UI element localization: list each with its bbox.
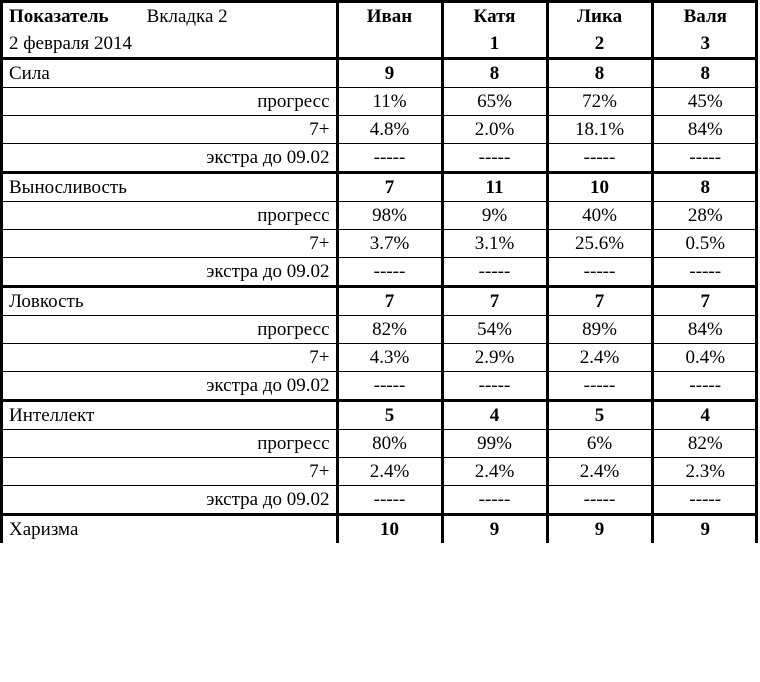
- cell-progress: 9%: [442, 202, 547, 230]
- table-row: [3, 486, 757, 515]
- cell-extra: -----: [652, 486, 757, 515]
- group-value: 9: [337, 59, 442, 88]
- cell-extra: -----: [337, 258, 442, 287]
- stats-table: [3, 3, 757, 543]
- group-value: 5: [547, 401, 652, 430]
- group-name: Ловкость: [3, 287, 337, 316]
- table-row: [3, 401, 757, 430]
- row-label-seven-plus: 7+: [3, 458, 337, 486]
- group-value: 8: [547, 59, 652, 88]
- cell-seven-plus: 2.4%: [547, 344, 652, 372]
- cell-seven-plus: 4.3%: [337, 344, 442, 372]
- cell-progress: 84%: [652, 316, 757, 344]
- group-value: 10: [337, 515, 442, 544]
- cell-progress: 89%: [547, 316, 652, 344]
- cell-progress: 82%: [337, 316, 442, 344]
- column-header-1: Иван: [337, 3, 442, 30]
- cell-progress: 99%: [442, 430, 547, 458]
- cell-progress: 28%: [652, 202, 757, 230]
- group-value: 4: [652, 401, 757, 430]
- group-value: 8: [652, 59, 757, 88]
- group-value: 8: [442, 59, 547, 88]
- table-row: [3, 144, 757, 173]
- cell-extra: -----: [547, 486, 652, 515]
- cell-seven-plus: 0.5%: [652, 230, 757, 258]
- table-row: [3, 258, 757, 287]
- cell-seven-plus: 2.4%: [442, 458, 547, 486]
- group-value: 9: [547, 515, 652, 544]
- cell-progress: 72%: [547, 88, 652, 116]
- group-value: 8: [652, 173, 757, 202]
- group-name: Интеллект: [3, 401, 337, 430]
- column-header-4: Валя: [652, 3, 757, 30]
- cell-seven-plus: 2.3%: [652, 458, 757, 486]
- row-label-progress: прогресс: [3, 316, 337, 344]
- group-value: 7: [547, 287, 652, 316]
- table-row: [3, 202, 757, 230]
- group-value: 4: [442, 401, 547, 430]
- cell-extra: -----: [442, 258, 547, 287]
- cell-progress: 65%: [442, 88, 547, 116]
- cell-progress: 45%: [652, 88, 757, 116]
- table-row: [3, 316, 757, 344]
- cell-extra: -----: [337, 372, 442, 401]
- header-date: 2 февраля 2014: [9, 32, 133, 54]
- header-title: Показатель: [9, 5, 109, 27]
- row-label-extra: экстра до 09.02: [3, 486, 337, 515]
- table-row: [3, 287, 757, 316]
- table-row: [3, 430, 757, 458]
- group-name: Харизма: [3, 515, 337, 544]
- cell-extra: -----: [442, 486, 547, 515]
- group-value: 7: [652, 287, 757, 316]
- table-row: [3, 372, 757, 401]
- column-header-3: Лика: [547, 3, 652, 30]
- cell-seven-plus: 2.4%: [337, 458, 442, 486]
- row-label-progress: прогресс: [3, 88, 337, 116]
- column-header-2: Катя: [442, 3, 547, 30]
- group-value: 7: [337, 173, 442, 202]
- cell-seven-plus: 3.7%: [337, 230, 442, 258]
- cell-extra: -----: [547, 144, 652, 173]
- cell-seven-plus: 2.0%: [442, 116, 547, 144]
- group-value: 9: [442, 515, 547, 544]
- table-header-row: [3, 3, 757, 30]
- row-label-seven-plus: 7+: [3, 344, 337, 372]
- row-label-extra: экстра до 09.02: [3, 144, 337, 173]
- group-value: 10: [547, 173, 652, 202]
- group-value: 11: [442, 173, 547, 202]
- row-label-progress: прогресс: [3, 202, 337, 230]
- table-row: [3, 230, 757, 258]
- cell-extra: -----: [547, 372, 652, 401]
- cell-progress: 98%: [337, 202, 442, 230]
- row-label-progress: прогресс: [3, 430, 337, 458]
- cell-progress: 6%: [547, 430, 652, 458]
- cell-extra: -----: [337, 486, 442, 515]
- column-number-3: 2: [547, 30, 652, 59]
- group-name: Выносливость: [3, 173, 337, 202]
- table-row: [3, 116, 757, 144]
- row-label-seven-plus: 7+: [3, 230, 337, 258]
- cell-extra: -----: [652, 144, 757, 173]
- cell-seven-plus: 2.4%: [547, 458, 652, 486]
- cell-progress: 80%: [337, 430, 442, 458]
- group-name: Сила: [3, 59, 337, 88]
- column-number-2: 1: [442, 30, 547, 59]
- cell-seven-plus: 25.6%: [547, 230, 652, 258]
- cell-seven-plus: 3.1%: [442, 230, 547, 258]
- row-label-seven-plus: 7+: [3, 116, 337, 144]
- cell-progress: 54%: [442, 316, 547, 344]
- row-label-extra: экстра до 09.02: [3, 372, 337, 401]
- table-subheader-row: [3, 30, 757, 59]
- table-row: [3, 344, 757, 372]
- cell-extra: -----: [652, 258, 757, 287]
- cell-seven-plus: 84%: [652, 116, 757, 144]
- cell-seven-plus: 0.4%: [652, 344, 757, 372]
- cell-extra: -----: [652, 372, 757, 401]
- cell-extra: -----: [442, 372, 547, 401]
- table-row: [3, 59, 757, 88]
- table-row: [3, 515, 757, 544]
- column-number-blank: [337, 30, 442, 59]
- cell-progress: 40%: [547, 202, 652, 230]
- cell-extra: -----: [337, 144, 442, 173]
- table-row: [3, 458, 757, 486]
- table-row: [3, 88, 757, 116]
- cell-seven-plus: 4.8%: [337, 116, 442, 144]
- header-title-cell: [3, 3, 337, 30]
- cell-progress: 82%: [652, 430, 757, 458]
- group-value: 7: [337, 287, 442, 316]
- cell-extra: -----: [442, 144, 547, 173]
- header-tab-label: Вкладка 2: [146, 5, 228, 27]
- cell-progress: 11%: [337, 88, 442, 116]
- row-label-extra: экстра до 09.02: [3, 258, 337, 287]
- group-value: 9: [652, 515, 757, 544]
- column-number-4: 3: [652, 30, 757, 59]
- group-value: 5: [337, 401, 442, 430]
- cell-seven-plus: 18.1%: [547, 116, 652, 144]
- group-value: 7: [442, 287, 547, 316]
- cell-seven-plus: 2.9%: [442, 344, 547, 372]
- table-row: [3, 173, 757, 202]
- cell-extra: -----: [547, 258, 652, 287]
